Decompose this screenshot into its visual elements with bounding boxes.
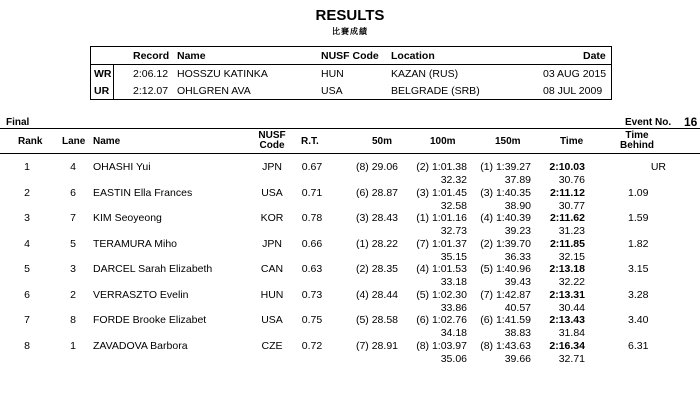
nation-code: KOR: [260, 212, 284, 224]
reaction-time: 0.73: [301, 289, 323, 301]
split-50m: (8) 29.06: [355, 161, 398, 173]
swimmer-name: OHASHI Yui: [93, 161, 151, 173]
lane-cell: 8: [70, 314, 76, 326]
nation-code: USA: [261, 187, 283, 199]
lap-150m: 39.23: [504, 225, 531, 237]
nation-code: JPN: [262, 238, 282, 250]
nation-code: CAN: [260, 263, 284, 275]
time-behind: 1.82: [628, 238, 649, 250]
lap-150m: 40.57: [504, 302, 531, 314]
column-header-lane: Lane: [62, 136, 86, 147]
reaction-time: 0.63: [301, 263, 323, 275]
rank-cell: 5: [24, 263, 30, 275]
column-header-time-behind: [609, 131, 665, 151]
swimmer-name: VERRASZTO Evelin: [93, 289, 189, 301]
split-50m: (6) 28.87: [355, 187, 398, 199]
event-label: Event No.: [625, 117, 672, 128]
lap-100m: 32.73: [440, 225, 467, 237]
split-100m: (5) 1:02.30: [416, 289, 467, 301]
divider: [90, 46, 612, 47]
column-header-rank: Rank: [18, 136, 43, 147]
lap-150m: 36.33: [504, 251, 531, 263]
lap-200m: 30.77: [558, 200, 585, 212]
lap-100m: 33.18: [440, 276, 467, 288]
nation-code: USA: [261, 314, 283, 326]
record-date: 08 JUL 2009: [543, 85, 603, 97]
records-header-record: Record: [133, 50, 170, 62]
rank-cell: 4: [24, 238, 30, 250]
divider: [90, 46, 91, 100]
final-time: 2:11.62: [549, 212, 585, 224]
divider: [0, 128, 700, 129]
split-150m: (8) 1:43.63: [480, 340, 531, 352]
records-header-date: Date: [583, 50, 606, 62]
reaction-time: 0.66: [301, 238, 323, 250]
round-label: Final: [6, 117, 30, 128]
split-100m: (1) 1:01.16: [416, 212, 467, 224]
split-150m: (7) 1:42.87: [480, 289, 531, 301]
column-header-nusf-line1: NUSF: [258, 130, 286, 141]
swimmer-name: TERAMURA Miho: [93, 238, 178, 250]
final-time: 2:16.34: [549, 340, 585, 352]
record-time: 2:06.12: [133, 68, 169, 80]
records-header-location: Location: [391, 50, 435, 62]
record-code: USA: [321, 85, 343, 97]
final-time: 2:10.03: [549, 161, 585, 173]
lane-cell: 1: [70, 340, 76, 352]
lap-200m: 31.23: [558, 225, 585, 237]
lane-cell: 7: [70, 212, 76, 224]
reaction-time: 0.67: [301, 161, 323, 173]
time-behind: 3.15: [628, 263, 649, 275]
lap-100m: 35.15: [440, 251, 467, 263]
split-150m: (2) 1:39.70: [480, 238, 531, 250]
lap-150m: 39.43: [504, 276, 531, 288]
lap-200m: 32.71: [558, 353, 585, 365]
lap-150m: 38.83: [504, 327, 531, 339]
split-50m: (3) 28.43: [355, 212, 398, 224]
split-100m: (6) 1:02.76: [416, 314, 467, 326]
lane-cell: 4: [70, 161, 76, 173]
lane-cell: 5: [70, 238, 76, 250]
nation-code: HUN: [260, 289, 284, 301]
lap-100m: 34.18: [440, 327, 467, 339]
time-behind: 1.59: [628, 212, 649, 224]
final-time: 2:11.12: [549, 187, 585, 199]
split-100m: (7) 1:01.37: [416, 238, 467, 250]
lap-200m: 31.84: [558, 327, 585, 339]
split-50m: (5) 28.58: [355, 314, 398, 326]
lap-100m: 32.32: [440, 174, 467, 186]
lap-100m: 33.86: [440, 302, 467, 314]
rank-cell: 7: [24, 314, 30, 326]
record-name: HOSSZU KATINKA: [177, 68, 268, 80]
column-header-behind-line1: Time: [625, 130, 649, 141]
reaction-time: 0.78: [301, 212, 323, 224]
lap-200m: 30.76: [558, 174, 585, 186]
lane-cell: 6: [70, 187, 76, 199]
rank-cell: 3: [24, 212, 30, 224]
lap-200m: 30.44: [558, 302, 585, 314]
column-header-name: Name: [93, 136, 121, 147]
split-150m: (4) 1:40.39: [480, 212, 531, 224]
divider: [90, 64, 612, 65]
record-type: UR: [94, 85, 110, 97]
records-header-name: Name: [177, 50, 206, 62]
lane-cell: 3: [70, 263, 76, 275]
swimmer-name: KIM Seoyeong: [93, 212, 162, 224]
column-header-50m: 50m: [372, 136, 393, 147]
rank-cell: 8: [24, 340, 30, 352]
split-150m: (3) 1:40.35: [480, 187, 531, 199]
reaction-time: 0.75: [301, 314, 323, 326]
final-time: 2:13.31: [549, 289, 585, 301]
page-subtitle: 比賽成績: [332, 27, 368, 36]
time-behind: 1.09: [628, 187, 649, 199]
lap-100m: 35.06: [440, 353, 467, 365]
divider: [113, 64, 114, 100]
rank-cell: 2: [24, 187, 30, 199]
column-header-time: Time: [560, 136, 584, 147]
column-header-behind-line2: Behind: [620, 140, 654, 151]
split-150m: (6) 1:41.59: [480, 314, 531, 326]
records-table: [90, 46, 612, 100]
nation-code: JPN: [262, 161, 282, 173]
records-header-code: NUSF Code: [321, 50, 379, 62]
final-time: 2:13.43: [549, 314, 585, 326]
lane-cell: 2: [70, 289, 76, 301]
lap-150m: 38.90: [504, 200, 531, 212]
record-type: WR: [94, 68, 112, 80]
split-50m: (7) 28.91: [355, 340, 398, 352]
column-header-150m: 150m: [495, 136, 521, 147]
split-100m: (4) 1:01.53: [416, 263, 467, 275]
nation-code: CZE: [261, 340, 283, 352]
divider: [611, 46, 612, 100]
rank-cell: 1: [24, 161, 30, 173]
record-code: HUN: [321, 68, 344, 80]
final-time: 2:13.18: [549, 263, 585, 275]
time-behind: UR: [650, 161, 666, 173]
divider: [90, 99, 612, 100]
swimmer-name: ZAVADOVA Barbora: [93, 340, 188, 352]
lap-200m: 32.15: [558, 251, 585, 263]
split-50m: (4) 28.44: [355, 289, 398, 301]
column-header-100m: 100m: [430, 136, 456, 147]
swimmer-name: FORDE Brooke Elizabet: [93, 314, 207, 326]
reaction-time: 0.72: [301, 340, 323, 352]
divider: [0, 153, 700, 154]
swimmer-name: EASTIN Ella Frances: [93, 187, 193, 199]
record-time: 2:12.07: [133, 85, 169, 97]
record-location: KAZAN (RUS): [391, 68, 459, 80]
lap-100m: 32.58: [440, 200, 467, 212]
record-date: 03 AUG 2015: [543, 68, 607, 80]
rank-cell: 6: [24, 289, 30, 301]
record-name: OHLGREN AVA: [177, 85, 251, 97]
split-100m: (2) 1:01.38: [416, 161, 467, 173]
swimmer-name: DARCEL Sarah Elizabeth: [93, 263, 213, 275]
reaction-time: 0.71: [301, 187, 323, 199]
split-150m: (5) 1:40.96: [480, 263, 531, 275]
split-150m: (1) 1:39.27: [480, 161, 531, 173]
record-location: BELGRADE (SRB): [391, 85, 480, 97]
time-behind: 3.40: [628, 314, 649, 326]
page-title: RESULTS: [315, 7, 385, 24]
split-50m: (2) 28.35: [355, 263, 398, 275]
column-header-nusf-line2: Code: [259, 140, 285, 151]
time-behind: 6.31: [628, 340, 649, 352]
split-100m: (8) 1:03.97: [416, 340, 467, 352]
lap-150m: 37.89: [504, 174, 531, 186]
lap-200m: 32.22: [558, 276, 585, 288]
lap-150m: 39.66: [504, 353, 531, 365]
column-header-rt: R.T.: [301, 136, 319, 147]
event-number: 16: [684, 115, 698, 129]
final-time: 2:11.85: [549, 238, 585, 250]
column-header-nusf-code: [252, 131, 292, 151]
split-50m: (1) 28.22: [355, 238, 398, 250]
time-behind: 3.28: [628, 289, 649, 301]
split-100m: (3) 1:01.45: [416, 187, 467, 199]
